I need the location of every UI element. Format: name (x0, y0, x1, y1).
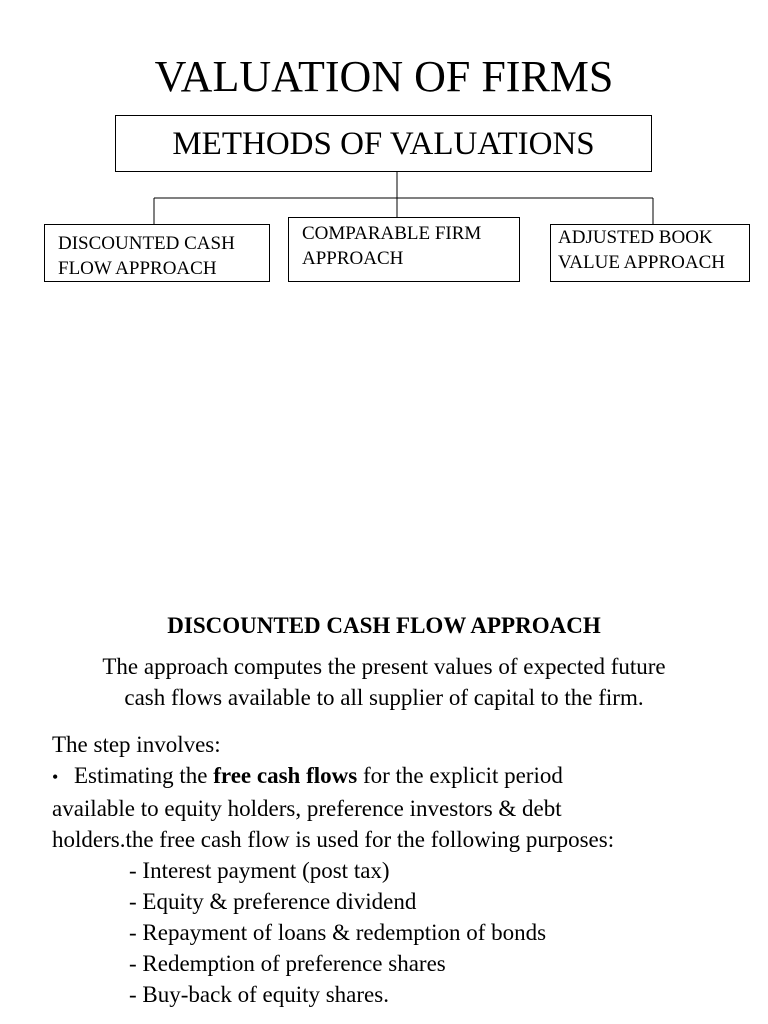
intro-line: The approach computes the present values of expected future (102, 654, 666, 679)
section-intro (0, 651, 768, 713)
diagram-root-node: METHODS OF VALUATIONS (115, 115, 652, 172)
bullet-icon: • (52, 767, 59, 787)
continuation-line: available to equity holders, preference investors & debt (52, 796, 562, 821)
purpose-item: - Repayment of loans & redemption of bonds (129, 920, 547, 945)
diagram-node-adjusted-book-value (550, 224, 750, 282)
bullet-prefix: Estimating the (74, 763, 214, 788)
bullet-line (52, 760, 614, 793)
node-label-line: COMPARABLE FIRM (302, 223, 482, 244)
diagram-node-comparable-firm (288, 217, 520, 282)
bullet-bold-term: free cash flows (213, 763, 358, 788)
node-label-line: APPROACH (302, 248, 404, 269)
intro-line: cash flows available to all supplier of capital to the firm. (124, 685, 644, 710)
purpose-item: - Redemption of preference shares (129, 951, 446, 976)
bullet-suffix: for the explicit period (357, 763, 563, 788)
node-label-line: VALUE APPROACH (558, 252, 725, 273)
purpose-item: - Equity & preference dividend (129, 889, 417, 914)
purpose-item: - Buy-back of equity shares. (129, 982, 389, 1007)
steps-intro: The step involves: (52, 732, 221, 757)
node-label-line: FLOW APPROACH (58, 258, 217, 279)
node-label-line: ADJUSTED BOOK (558, 227, 713, 248)
section-heading: DISCOUNTED CASH FLOW APPROACH (167, 613, 601, 638)
purpose-item: - Interest payment (post tax) (129, 858, 390, 883)
diagram-node-discounted-cash-flow (44, 224, 270, 282)
section-body (52, 729, 614, 1010)
page-title: VALUATION OF FIRMS (154, 52, 614, 101)
continuation-line: holders.the free cash flow is used for the following purposes: (52, 827, 615, 852)
node-label-line: DISCOUNTED CASH (58, 233, 235, 254)
